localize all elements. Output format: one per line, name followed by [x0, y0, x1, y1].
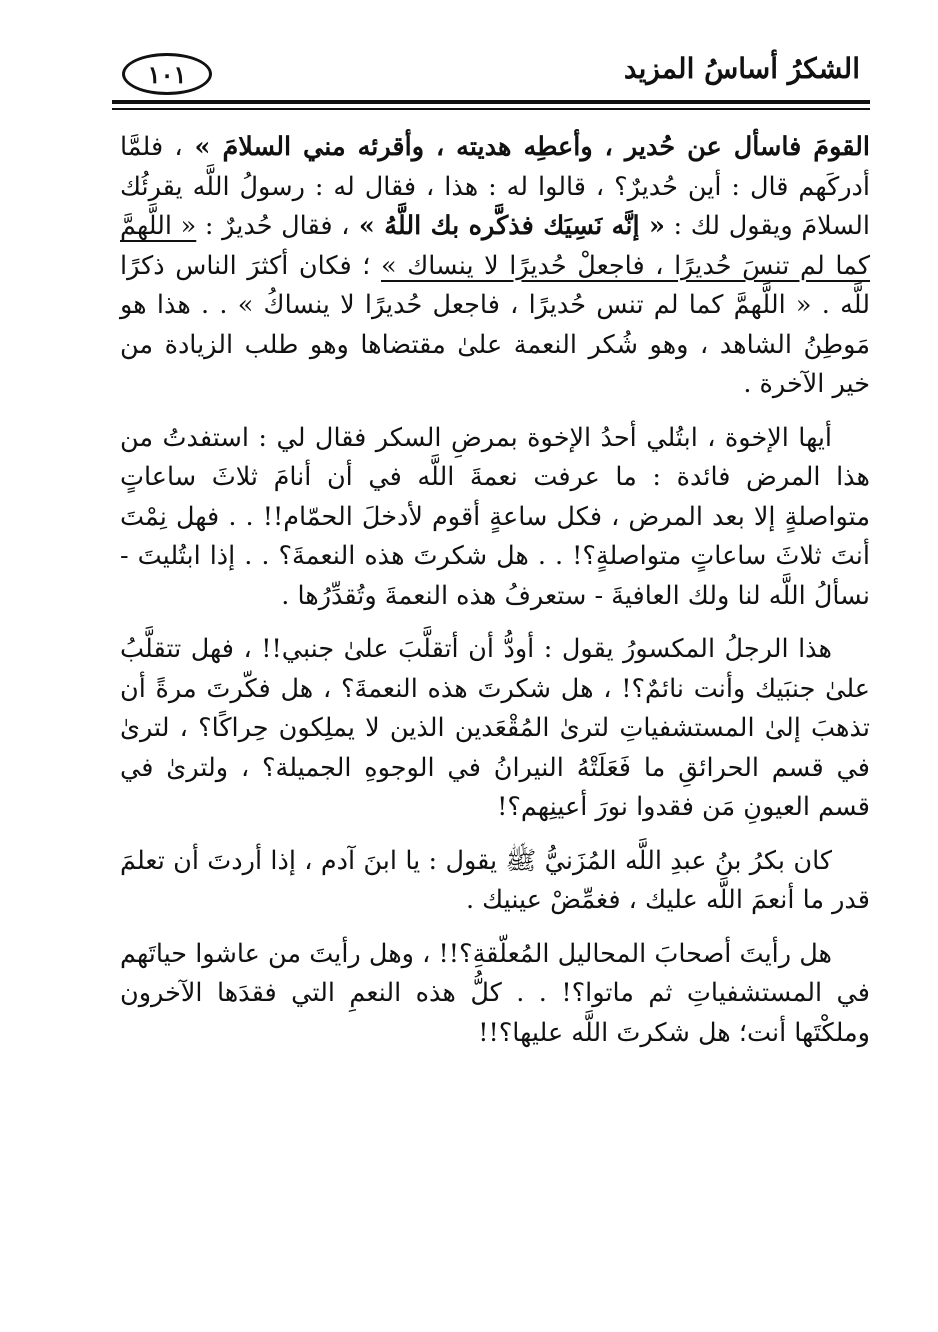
paragraph [120, 419, 870, 617]
page-header [110, 40, 870, 100]
paragraph [120, 128, 870, 405]
text-run: ، فقال حُديرٌ : [196, 211, 350, 241]
quote-bold: « إنَّه نَسِيَك فذكَّره بك اللَّهُ » [349, 211, 665, 241]
quote-underlined: « اللَّهمَّ كما لم تنسَ حُديرًا ، فاجعلْ حُديرًا لا ينساك » [120, 211, 870, 281]
running-title: الشكرُ أساسُ المزيد [623, 52, 860, 85]
paragraph [120, 935, 870, 1054]
text-run: هذا الرجلُ المكسورُ يقول : أودُّ أن أتقلَّبَ علىٰ جنبي!! ، فهل تتقلَّبُ علىٰ جنبَيك وأنت نائمٌ؟! ، هل شكرتَ هذه النعمةَ؟ ، هل فكّرتَ مرةً أن تذهبَ إلىٰ المستشفياتِ لترىٰ المُقْعَدين الذين لا يملِكون حِراكًا؟ ، لترىٰ في قسم الحرائقِ ما فَعَلَتْهُ النيرانُ في الوجوهِ الجميلة؟ ، ولترىٰ في قسم العيونِ مَن فقدوا نورَ أعينِهم؟! [120, 634, 870, 822]
header-rule-thin [112, 108, 870, 110]
text-run: هل رأيتَ أصحابَ المحاليل المُعلّقةِ؟!! ، وهل رأيتَ من عاشوا حياتَهم في المستشفياتِ ثم ماتوا؟! . . كلُّ هذه النعمِ التي فقدَها الآخرون وملكْتَها أنت؛ هل شكرتَ اللَّه عليها؟!! [120, 938, 870, 1048]
text-run: كان بكرُ بنُ عبدِ اللَّه المُزَنيُّ ﷺ يقول : يا ابنَ آدم ، إذا أردتَ أن تعلمَ قدر ما أنعمَ اللَّه عليك ، فغمِّضْ عينيك . [120, 845, 870, 915]
text-run: ؛ فكان أكثرَ الناس ذكرًا للَّه . « اللَّهمَّ كما لم تنس حُديرًا ، فاجعل حُديرًا لا ينساكُ » . . هذا هو مَوطِنُ الشاهد ، وهو شُكر النعمة علىٰ مقتضاها وهو طلب الزيادة من خير الآخرة . [120, 250, 870, 399]
paragraph [120, 842, 870, 921]
paragraph [120, 630, 870, 828]
text-run: أيها الإخوة ، ابتُلي أحدُ الإخوة بمرضِ السكر فقال لي : استفدتُ من هذا المرض فائدة : ما عرفت نعمةَ اللَّه في أن أنامَ ثلاثَ ساعاتٍ متواصلةٍ إلا بعد المرض ، فكل ساعةٍ أقوم لأدخلَ الحمّام!! . . فهل نِمْتَ أنتَ ثلاثَ ساعاتٍ متواصلةٍ؟! . . هل شكرتَ هذه النعمةَ؟ . . إذا ابتُليتَ - نسألُ اللَّه لنا ولك العافيةَ - ستعرفُ هذه النعمةَ وتُقدِّرُها . [120, 422, 870, 611]
text-run: ، فلمَّا أدركَهم قال : أين حُديرٌ؟ ، قالوا له : هذا ، فقال له : رسولُ اللَّه يقرئُك السلامَ ويقول لك : [120, 132, 870, 241]
page-number-badge: ١٠١ [122, 53, 212, 95]
quote-bold: القومَ فاسأل عن حُدير ، وأعطِه هديته ، وأقرئه مني السلامَ » [182, 132, 870, 162]
header-rule-thick [112, 100, 870, 104]
body-text [120, 128, 870, 1067]
